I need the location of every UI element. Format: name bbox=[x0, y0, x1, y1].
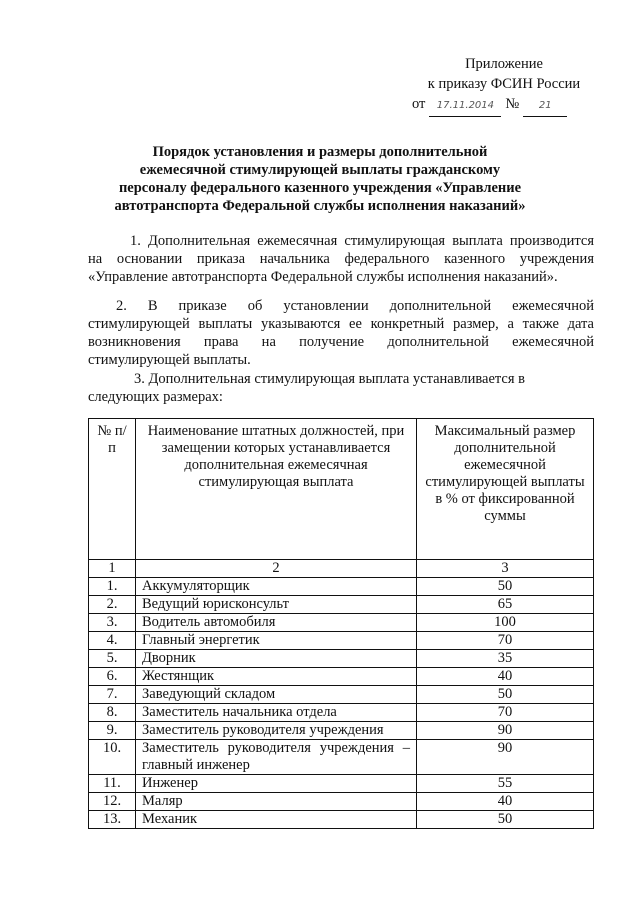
row-number: 6. bbox=[89, 668, 136, 686]
row-number: 7. bbox=[89, 686, 136, 704]
position-name: Заместитель руководителя учреждения – главный инженер bbox=[136, 740, 417, 775]
table-row bbox=[89, 704, 594, 722]
row-number: 9. bbox=[89, 722, 136, 740]
table-row bbox=[89, 811, 594, 829]
row-number: 11. bbox=[89, 775, 136, 793]
header-number: № п/п bbox=[89, 419, 136, 560]
table-row bbox=[89, 775, 594, 793]
max-percent: 70 bbox=[417, 632, 594, 650]
table-row bbox=[89, 578, 594, 596]
position-name: Ведущий юрисконсульт bbox=[136, 596, 417, 614]
max-percent: 90 bbox=[417, 740, 594, 775]
max-percent: 50 bbox=[417, 578, 594, 596]
order-reference: к приказу ФСИН России bbox=[427, 76, 581, 92]
position-name: Механик bbox=[136, 811, 417, 829]
date-prefix: от bbox=[412, 96, 426, 112]
paragraph-3: 3. Дополнительная стимулирующая выплата устанавливается в следующих размерах: bbox=[88, 371, 525, 405]
header-position: Наименование штатных должностей, при замещении которых устанавливается дополнительная ежемесячная стимулирующая выплата bbox=[136, 419, 417, 560]
paragraph-2: 2. В приказе об установлении дополнительной ежемесячной стимулирующей выплаты указываются ее конкретный размер, а также дата возникновения права на получение дополнительной ежемесячной стимулирующей выплаты. bbox=[88, 298, 594, 368]
table-row bbox=[89, 614, 594, 632]
row-number: 2. bbox=[89, 596, 136, 614]
column-index: 2 bbox=[136, 560, 417, 578]
handwritten-number: 21 bbox=[523, 96, 567, 117]
position-name: Аккумуляторщик bbox=[136, 578, 417, 596]
payment-table bbox=[88, 418, 594, 829]
max-percent: 35 bbox=[417, 650, 594, 668]
position-name: Главный энергетик bbox=[136, 632, 417, 650]
document-title: Порядок установления и размеры дополнительной ежемесячной стимулирующей выплаты гражданскому персоналу федерального казенного учреждения «Управление автотранспорта Федеральной службы исполнения наказаний» bbox=[114, 144, 526, 214]
column-index-row bbox=[89, 560, 594, 578]
appendix-header bbox=[404, 54, 604, 117]
position-name: Инженер bbox=[136, 775, 417, 793]
table-row bbox=[89, 596, 594, 614]
position-name: Заместитель руководителя учреждения bbox=[136, 722, 417, 740]
position-name: Заведующий складом bbox=[136, 686, 417, 704]
header-max-amount: Максимальный размер дополнительной ежемесячной стимулирующей выплаты в % от фиксированной суммы bbox=[417, 419, 594, 560]
column-index: 1 bbox=[89, 560, 136, 578]
number-sign: № bbox=[505, 96, 520, 112]
max-percent: 40 bbox=[417, 668, 594, 686]
max-percent: 50 bbox=[417, 811, 594, 829]
max-percent: 40 bbox=[417, 793, 594, 811]
table-row bbox=[89, 632, 594, 650]
position-name: Заместитель начальника отдела bbox=[136, 704, 417, 722]
table-row bbox=[89, 650, 594, 668]
row-number: 4. bbox=[89, 632, 136, 650]
table-header-row bbox=[89, 419, 594, 560]
position-name: Маляр bbox=[136, 793, 417, 811]
position-name: Жестянщик bbox=[136, 668, 417, 686]
table-row bbox=[89, 722, 594, 740]
max-percent: 65 bbox=[417, 596, 594, 614]
row-number: 13. bbox=[89, 811, 136, 829]
table-row bbox=[89, 668, 594, 686]
max-percent: 100 bbox=[417, 614, 594, 632]
row-number: 5. bbox=[89, 650, 136, 668]
table-row bbox=[89, 740, 594, 775]
row-number: 10. bbox=[89, 740, 136, 775]
paragraph-1: 1. Дополнительная ежемесячная стимулирующая выплата производится на основании приказа начальника федерального казенного учреждения «Управление автотранспорта Федеральной службы исполнения наказаний». bbox=[88, 233, 594, 285]
row-number: 8. bbox=[89, 704, 136, 722]
row-number: 3. bbox=[89, 614, 136, 632]
position-name: Дворник bbox=[136, 650, 417, 668]
row-number: 12. bbox=[89, 793, 136, 811]
max-percent: 90 bbox=[417, 722, 594, 740]
max-percent: 50 bbox=[417, 686, 594, 704]
appendix-label: Приложение bbox=[465, 56, 543, 72]
table-row bbox=[89, 793, 594, 811]
position-name: Водитель автомобиля bbox=[136, 614, 417, 632]
table-row bbox=[89, 686, 594, 704]
column-index: 3 bbox=[417, 560, 594, 578]
row-number: 1. bbox=[89, 578, 136, 596]
handwritten-date: 17.11.2014 bbox=[429, 96, 501, 117]
max-percent: 55 bbox=[417, 775, 594, 793]
max-percent: 70 bbox=[417, 704, 594, 722]
date-number-line bbox=[404, 94, 604, 117]
